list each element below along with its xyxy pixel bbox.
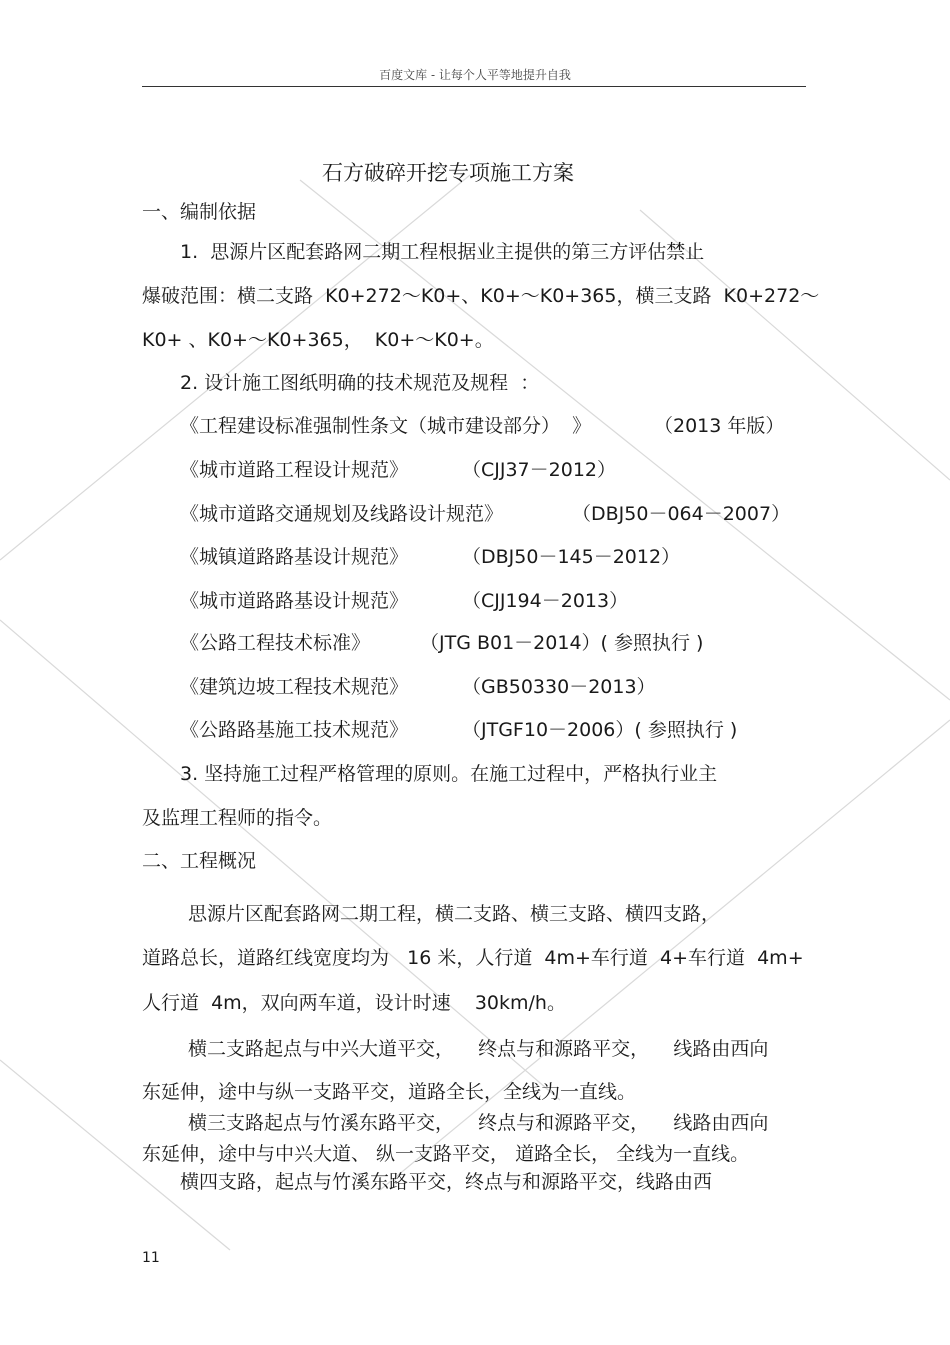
- paragraph-line: 爆破范围：横二支路 K0+272～K0+、K0+～K0+365，横三支路 K0+272～: [142, 285, 820, 307]
- reference-code: （2013 年版）: [654, 415, 785, 437]
- section-heading-1: 一、编制依据: [142, 201, 257, 223]
- reference-code: （GB50330－2013）: [462, 676, 656, 698]
- section-heading-2: 二、工程概况: [142, 850, 257, 872]
- reference-name: 《建筑边坡工程技术规范》: [180, 676, 409, 698]
- reference-code: （JTGF10－2006）( 参照执行 ): [462, 719, 738, 741]
- page-number: 11: [142, 1250, 160, 1266]
- page-header: 百度文库 - 让每个人平等地提升自我: [379, 68, 571, 82]
- reference-code: （JTG B01－2014）( 参照执行 ): [420, 632, 704, 654]
- reference-name: 《公路工程技术标准》: [180, 632, 371, 654]
- reference-name: 《公路路基施工技术规范》: [180, 719, 409, 741]
- document-title: 石方破碎开挖专项施工方案: [322, 161, 574, 185]
- paragraph-line: K0+ 、K0+～K0+365， K0+～K0+。: [142, 329, 494, 351]
- reference-name: 《城市道路工程设计规范》: [180, 459, 409, 481]
- reference-name: 《城市道路路基设计规范》: [180, 590, 409, 612]
- paragraph-line: 2. 设计施工图纸明确的技术规范及规程 ：: [180, 372, 540, 394]
- paragraph-line: 思源片区配套路网二期工程，横二支路、横三支路、横四支路，: [188, 903, 721, 925]
- header-rule: [142, 86, 806, 87]
- paragraph-line: 横三支路起点与竹溪东路平交， 终点与和源路平交， 线路由西向: [188, 1112, 769, 1134]
- paragraph-line: 东延伸，途中与纵一支路平交，道路全长，全线为一直线。: [142, 1081, 637, 1103]
- reference-code: （CJJ194－2013）: [462, 590, 629, 612]
- reference-name: 《城市道路交通规划及线路设计规范》: [180, 503, 504, 525]
- paragraph-line: 道路总长，道路红线宽度均为 16 米，人行道 4m+车行道 4+车行道 4m+: [142, 947, 804, 969]
- paragraph-line: 横四支路，起点与竹溪东路平交，终点与和源路平交，线路由西: [180, 1171, 713, 1193]
- reference-name: 《工程建设标准强制性条文（城市建设部分） 》: [180, 415, 592, 437]
- reference-code: （DBJ50－064－2007）: [572, 503, 791, 525]
- reference-name: 《城镇道路路基设计规范》: [180, 546, 409, 568]
- reference-code: （DBJ50－145－2012）: [462, 546, 681, 568]
- paragraph-line: 1. 思源片区配套路网二期工程根据业主提供的第三方评估禁止: [180, 241, 705, 263]
- paragraph-line: 横二支路起点与中兴大道平交， 终点与和源路平交， 线路由西向: [188, 1038, 769, 1060]
- paragraph-line: 东延伸，途中与中兴大道、 纵一支路平交， 道路全长， 全线为一直线。: [142, 1143, 750, 1165]
- paragraph-line: 3. 坚持施工过程严格管理的原则。在施工过程中，严格执行业主: [180, 763, 718, 785]
- reference-code: （CJJ37－2012）: [462, 459, 617, 481]
- paragraph-line: 人行道 4m，双向两车道，设计时速 30km/h。: [142, 992, 566, 1014]
- paragraph-line: 及监理工程师的指令。: [142, 807, 333, 829]
